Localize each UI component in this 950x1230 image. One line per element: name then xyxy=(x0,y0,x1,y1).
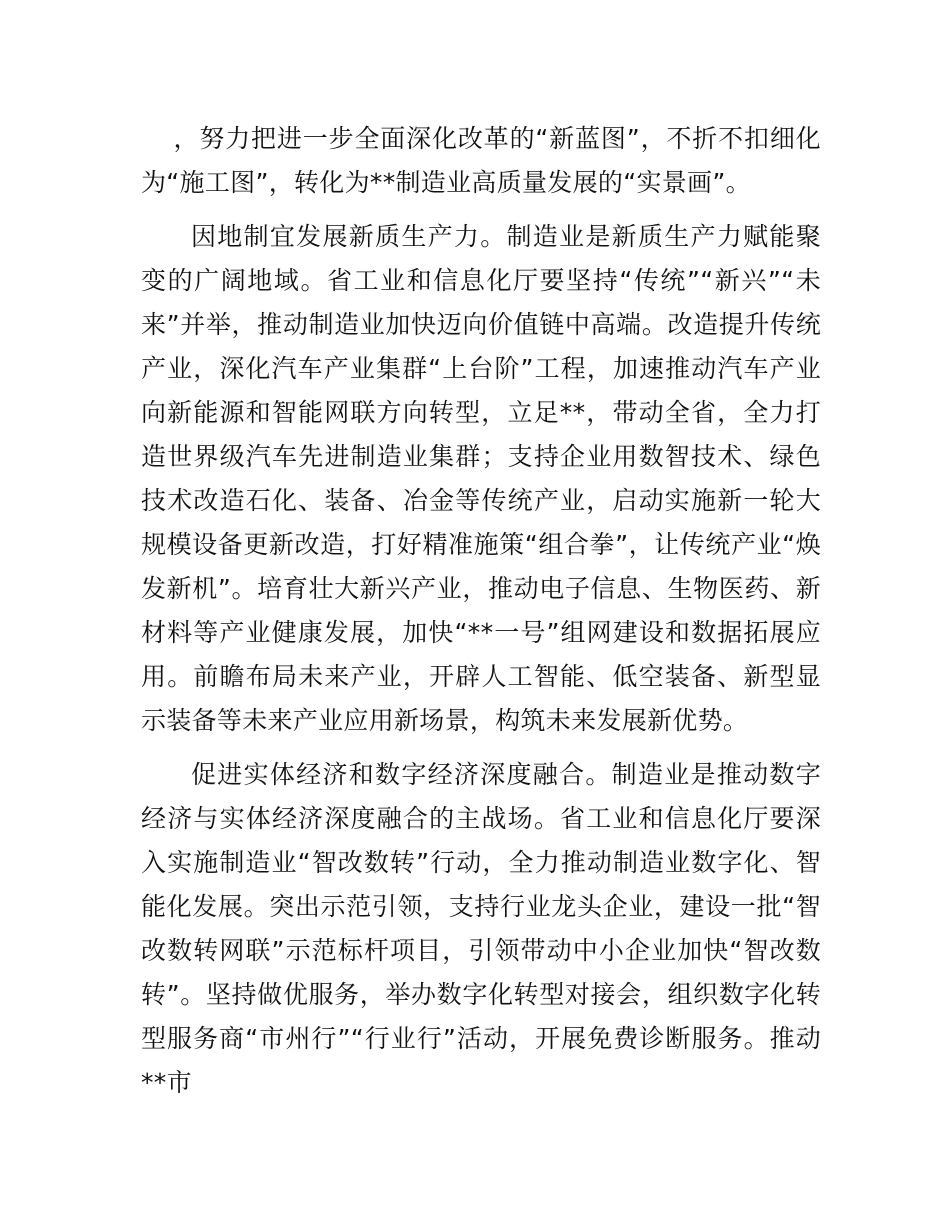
paragraph-new-quality-productivity: 因地制宜发展新质生产力。制造业是新质生产力赋能聚变的广阔地域。省工业和信息化厅要坚持“传统”“新兴”“未来”并举，推动制造业加快迈向价值链中高端。改造提升传统产业，深化汽车产业集群“上台阶”工程，加速推动汽车产业向新能源和智能网联方向转型，立足**，带动全省，全力打造世界级汽车先进制造业集群；支持企业用数智技术、绿色技术改造石化、装备、冶金等传统产业，启动实施新一轮大规模设备更新改造，打好精准施策“组合拳”，让传统产业“焕发新机”。培育壮大新兴产业，推动电子信息、生物医药、新材料等产业健康发展，加快“**一号”组网建设和数据拓展应用。前瞻布局未来产业，开辟人工智能、低空装备、新型显示装备等未来产业应用新场景，构筑未来发展新优势。 xyxy=(141,222,821,735)
paragraph-continued: ，努力把进一步全面深化改革的“新蓝图”，不折不扣细化为“施工图”，转化为**制造业高质量发展的“实景画”。 xyxy=(141,124,821,197)
document-body xyxy=(141,117,821,1115)
paragraph-digital-integration: 促进实体经济和数字经济深度融合。制造业是推动数字经济与实体经济深度融合的主战场。省工业和信息化厅要深入实施制造业“智改数转”行动，全力推动制造业数字化、智能化发展。突出示范引领，支持行业龙头企业，建设一批“智改数转网联”示范标杆项目，引领带动中小企业加快“智改数转”。坚持做优服务，举办数字化转型对接会，组织数字化转型服务商“市州行”“行业行”活动，开展免费诊断服务。推动**市 xyxy=(141,760,821,1097)
